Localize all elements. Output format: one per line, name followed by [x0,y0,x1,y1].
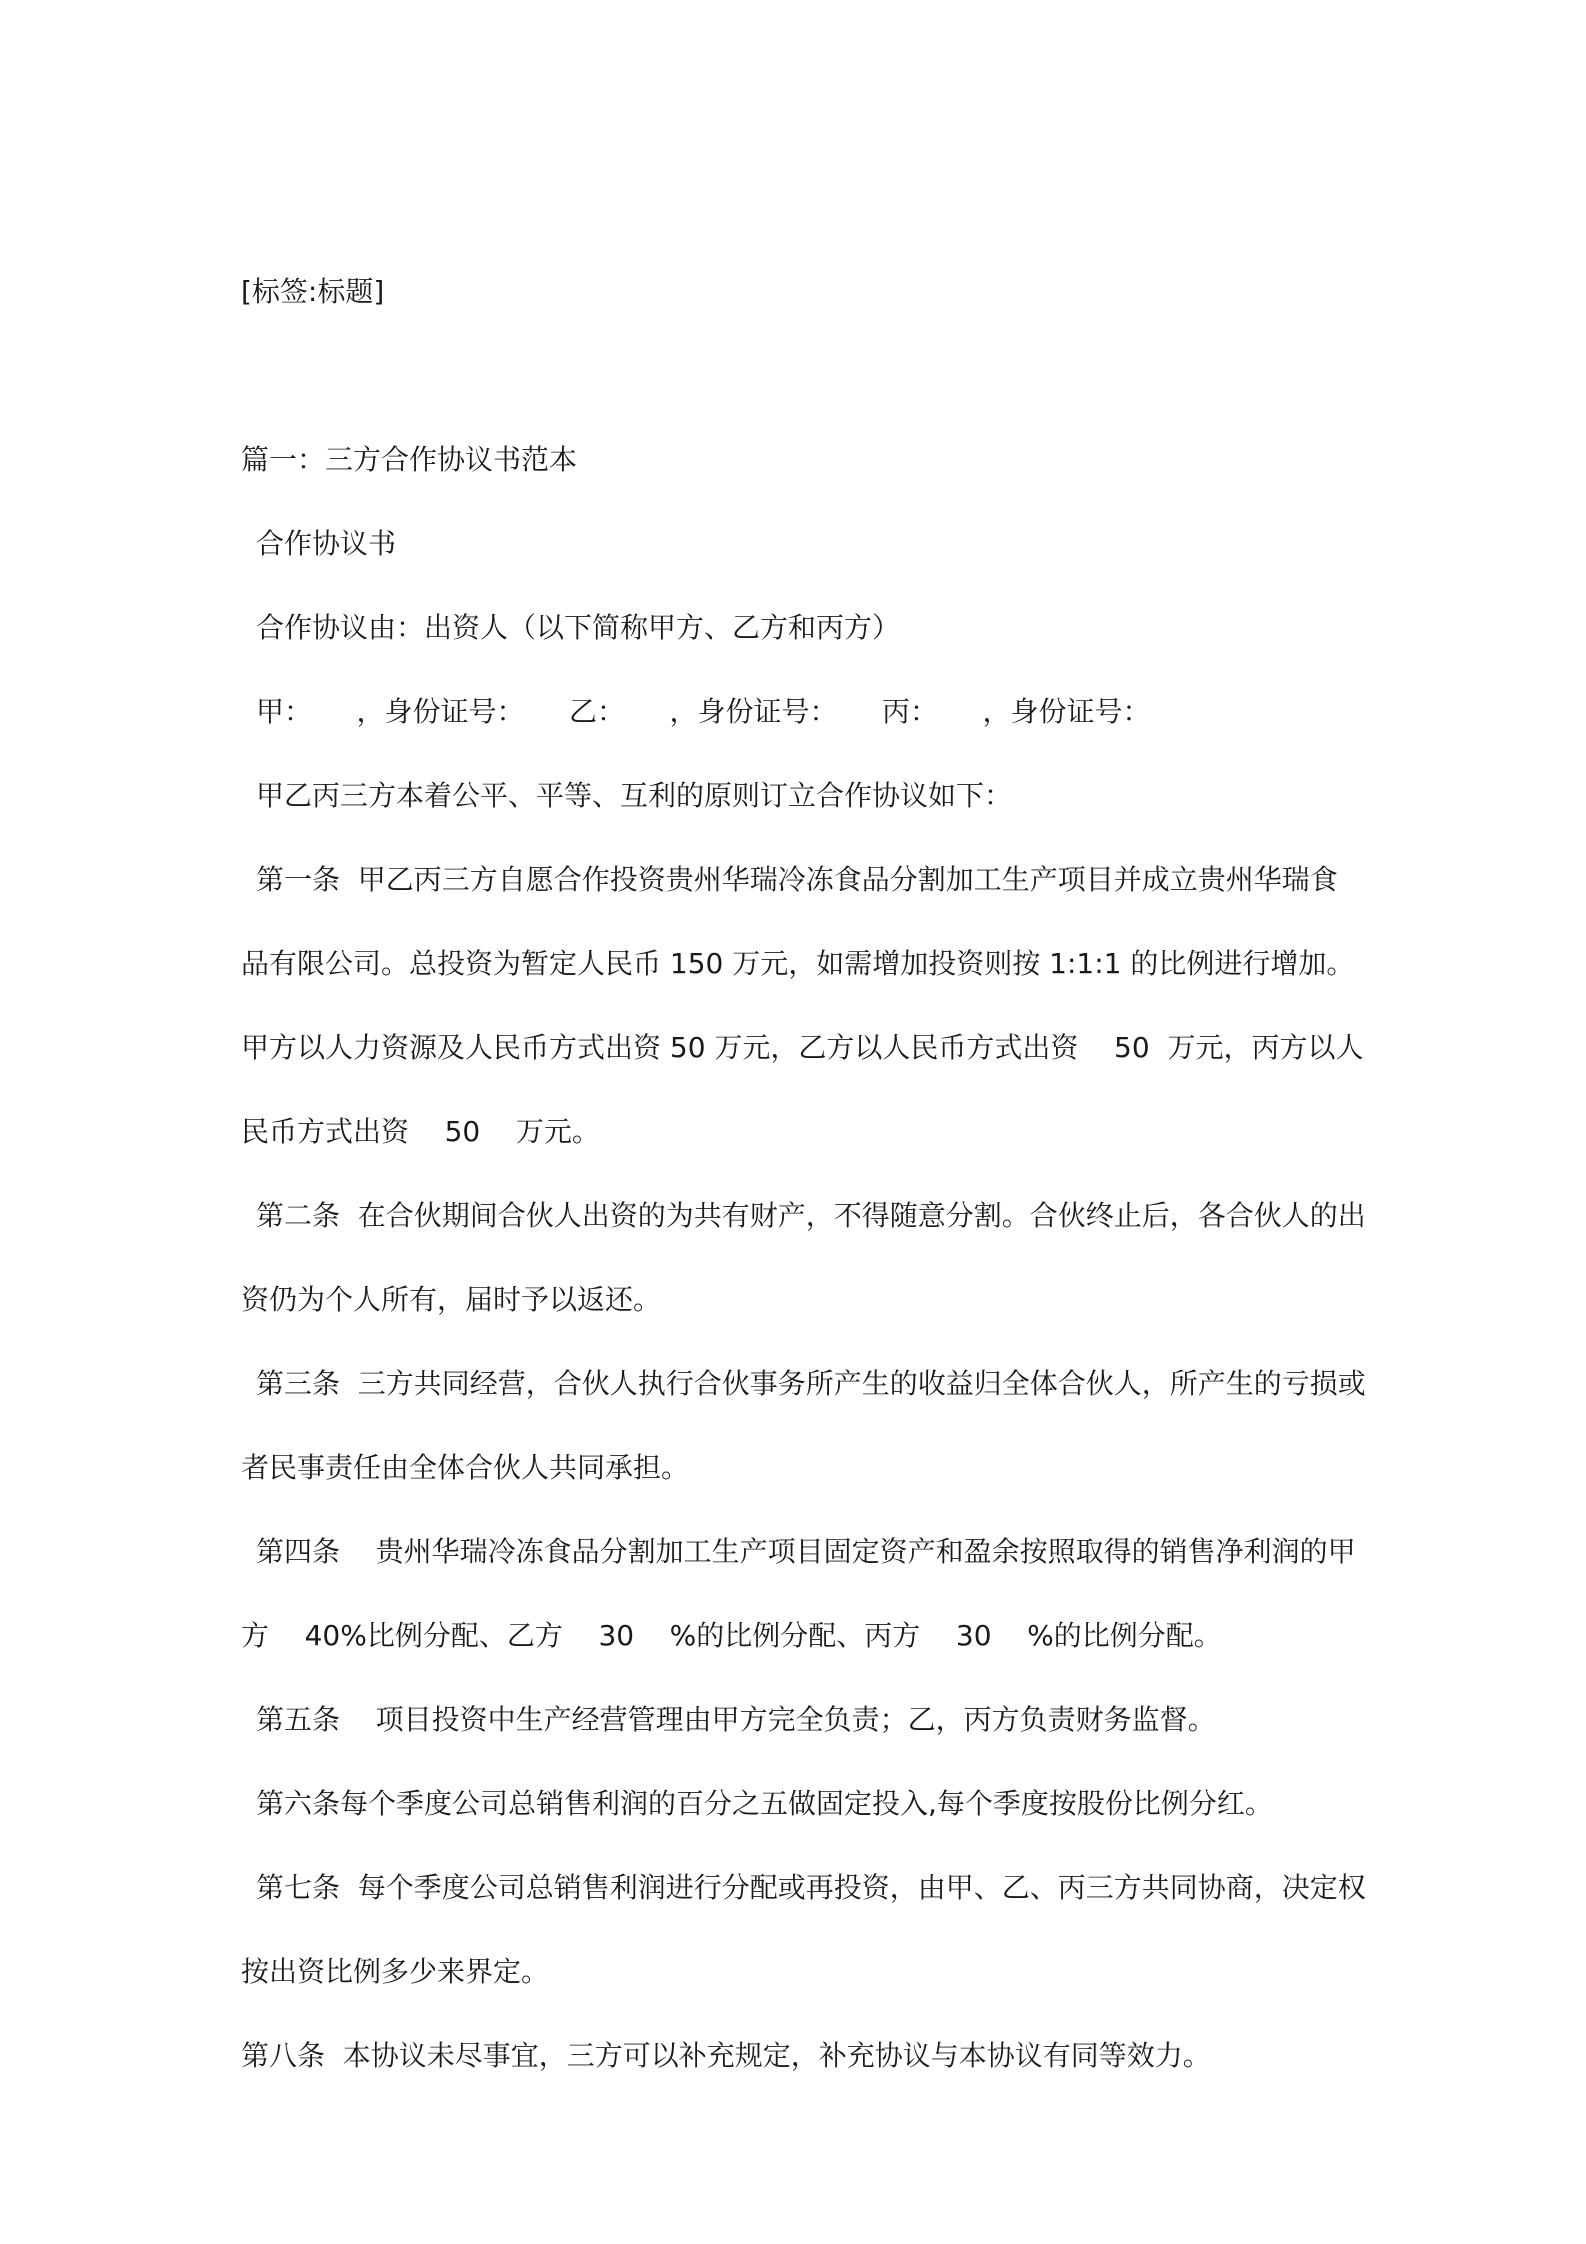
article-4-line-2: 方 40%比例分配、乙方 30 %的比例分配、丙方 30 %的比例分配。 [241,1619,1222,1652]
intro-paragraph: 合作协议由：出资人（以下简称甲方、乙方和丙方） [256,611,901,644]
document-tag: [标签:标题] [241,275,385,308]
article-3-line-2: 者民事责任由全体合伙人共同承担。 [241,1451,690,1484]
article-2-line-1: 第二条 在合伙期间合伙人出资的为共有财产，不得随意分割。合伙终止后，各合伙人的出 [256,1199,1366,1232]
article-2-line-2: 资仍为个人所有，届时予以返还。 [241,1283,662,1316]
document-body [241,250,1366,2098]
article-1-line-4: 民币方式出资 50 万元。 [241,1115,600,1148]
section-title: 篇一：三方合作协议书范本 [241,443,578,476]
article-1-line-1: 第一条 甲乙丙三方自愿合作投资贵州华瑞冷冻食品分割加工生产项目并成立贵州华瑞食 [256,863,1338,896]
article-6: 第六条每个季度公司总销售利润的百分之五做固定投入,每个季度按股份比例分红。 [256,1787,1273,1820]
article-3-line-1: 第三条 三方共同经营，合伙人执行合伙事务所产生的收益归全体合伙人，所产生的亏损或 [256,1367,1366,1400]
article-4-line-1: 第四条 贵州华瑞冷冻食品分割加工生产项目固定资产和盈余按照取得的销售净利润的甲 [256,1535,1356,1568]
article-1-line-3: 甲方以人力资源及人民币方式出资 50 万元，乙方以人民币方式出资 50 万元，丙方以人 [241,1031,1364,1064]
article-7-line-1: 第七条 每个季度公司总销售利润进行分配或再投资，由甲、乙、丙三方共同协商，决定权 [256,1871,1366,1904]
document-title: 合作协议书 [256,527,397,560]
article-8: 第八条 本协议未尽事宜，三方可以补充规定，补充协议与本协议有同等效力。 [241,2039,1211,2072]
article-1-line-2: 品有限公司。总投资为暂定人民币 150 万元，如需增加投资则按 1:1:1 的比例进行增加。 [241,947,1355,980]
preamble-paragraph: 甲乙丙三方本着公平、平等、互利的原则订立合作协议如下： [256,779,1013,812]
parties-line: 甲： ，身份证号： 乙： ，身份证号： 丙： ，身份证号： [256,695,1151,728]
article-7-line-2: 按出资比例多少来界定。 [241,1955,550,1988]
article-5: 第五条 项目投资中生产经营管理由甲方完全负责；乙，丙方负责财务监督。 [256,1703,1216,1736]
